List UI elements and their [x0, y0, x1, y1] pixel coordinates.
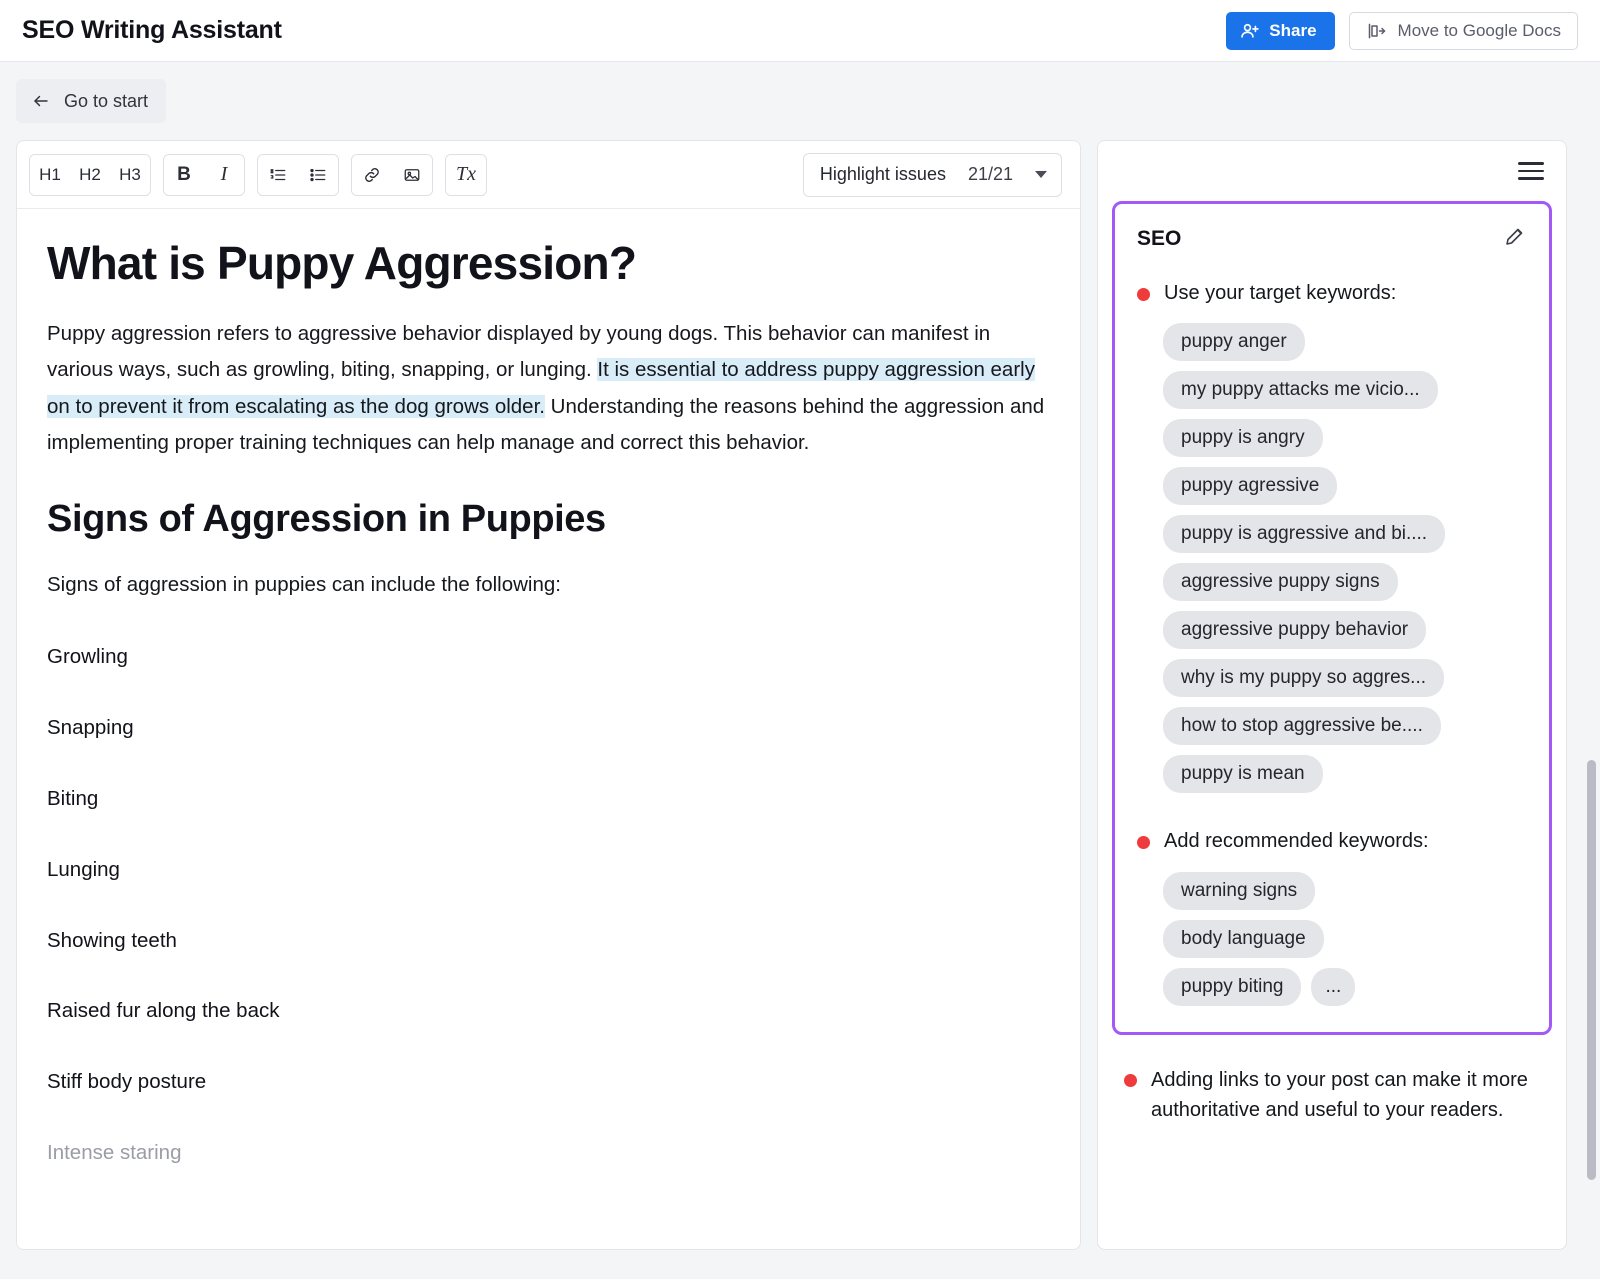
heading-1-button[interactable]	[30, 155, 70, 195]
keyword-chip[interactable]: puppy agressive	[1163, 467, 1337, 505]
status-dot-icon	[1137, 288, 1150, 301]
seo-recommendations-card	[1112, 201, 1552, 1035]
link-button[interactable]	[352, 155, 392, 195]
document-list-item: Raised fur along the back	[47, 999, 280, 1023]
document-list-item: Lunging	[47, 857, 120, 881]
seo-panel-header	[1098, 141, 1566, 201]
highlight-issues-count: 21/21	[967, 164, 1013, 184]
heading-2-button[interactable]	[70, 155, 110, 195]
image-icon	[402, 166, 422, 184]
document-body[interactable]	[17, 209, 1080, 1249]
seo-sidebar-panel	[1097, 140, 1567, 1250]
user-plus-icon	[1240, 21, 1260, 41]
keyword-chip-row	[1163, 968, 1355, 1006]
link-icon	[362, 165, 382, 185]
bullet-list-icon	[308, 166, 328, 184]
italic-button[interactable]	[204, 155, 244, 195]
pencil-icon[interactable]	[1503, 224, 1527, 253]
seo-card-title: SEO	[1137, 226, 1182, 250]
sub-bar	[0, 62, 1600, 140]
editor-toolbar	[17, 141, 1080, 209]
document-heading-1: What is Puppy Aggression?	[47, 237, 637, 289]
arrow-left-icon	[30, 92, 52, 110]
ordered-list-icon	[268, 166, 288, 184]
export-icon	[1366, 21, 1388, 41]
top-bar-actions	[1226, 12, 1578, 50]
recommended-keywords-label: Add recommended keywords:	[1164, 830, 1429, 853]
content-split	[0, 140, 1600, 1250]
clear-format-group	[445, 154, 487, 196]
paragraph-text-2: Understanding the reasons behind the aggression and implementing proper training techniques can help manage and correct this behavior.	[47, 394, 1045, 455]
document-list-item: Snapping	[47, 716, 134, 740]
highlighted-sentence: It is essential to address puppy aggression early on to prevent it from escalating as the dog grows older.	[47, 358, 1035, 418]
share-button[interactable]	[1226, 12, 1334, 50]
keyword-chip[interactable]: aggressive puppy signs	[1163, 563, 1398, 601]
page-title: SEO Writing Assistant	[22, 16, 282, 44]
target-keywords-bullet	[1137, 279, 1527, 307]
keyword-chip[interactable]: puppy is angry	[1163, 419, 1323, 457]
document-list-item: Showing teeth	[47, 928, 177, 952]
go-to-start-label: Go to start	[64, 90, 149, 111]
ordered-list-button[interactable]	[258, 155, 298, 195]
document-intro-line: Signs of aggression in puppies can include the following:	[47, 572, 561, 596]
highlight-issues-select[interactable]	[803, 153, 1062, 197]
keyword-chip[interactable]: how to stop aggressive be....	[1163, 707, 1441, 745]
editor-panel	[16, 140, 1081, 1250]
status-dot-icon	[1137, 836, 1150, 849]
heading-3-button[interactable]	[110, 155, 150, 195]
clear-formatting-button[interactable]	[446, 155, 486, 195]
share-button-label: Share	[1269, 20, 1317, 40]
more-keywords-button[interactable]: ...	[1311, 968, 1355, 1006]
move-to-google-docs-label: Move to Google Docs	[1397, 20, 1561, 40]
target-keywords-label: Use your target keywords:	[1164, 282, 1397, 304]
keyword-chip[interactable]: my puppy attacks me vicio...	[1163, 371, 1438, 409]
move-to-google-docs-button[interactable]	[1349, 12, 1578, 50]
bold-label: B	[177, 163, 191, 185]
keyword-chip[interactable]: puppy anger	[1163, 323, 1305, 361]
document-heading-2: Signs of Aggression in Puppies	[47, 497, 606, 540]
text-style-group	[163, 154, 245, 196]
h1-label: H1	[39, 164, 61, 184]
document-list-item: Intense staring	[47, 1140, 182, 1164]
keyword-chip[interactable]: body language	[1163, 920, 1324, 958]
highlight-issues-label: Highlight issues	[819, 164, 946, 184]
h3-label: H3	[119, 164, 141, 184]
chevron-down-icon	[1035, 171, 1047, 178]
keyword-chip[interactable]: why is my puppy so aggres...	[1163, 659, 1444, 697]
go-to-start-button[interactable]	[16, 79, 166, 123]
recommended-keyword-chips	[1163, 872, 1527, 1006]
h2-label: H2	[79, 164, 101, 184]
document-list-item: Growling	[47, 645, 128, 669]
heading-group	[29, 154, 151, 196]
keyword-chip[interactable]: warning signs	[1163, 872, 1315, 910]
bold-button[interactable]	[164, 155, 204, 195]
target-keyword-chips	[1163, 323, 1527, 793]
keyword-chip[interactable]: puppy is aggressive and bi....	[1163, 515, 1445, 553]
document-list-item: Stiff body posture	[47, 1070, 207, 1094]
list-group	[257, 154, 339, 196]
document-paragraph	[47, 316, 1050, 462]
top-bar	[0, 0, 1600, 62]
bullet-list-button[interactable]	[298, 155, 338, 195]
italic-label: I	[220, 163, 228, 185]
document-list-item: Biting	[47, 786, 99, 810]
links-tip-text: Adding links to your post can make it more authoritative and useful to your readers.	[1151, 1068, 1528, 1121]
seo-card-header	[1137, 224, 1527, 253]
page-scrollbar[interactable]	[1587, 760, 1596, 1180]
keyword-chip[interactable]: aggressive puppy behavior	[1163, 611, 1426, 649]
keyword-chip[interactable]: puppy is mean	[1163, 755, 1323, 793]
clear-format-label: Tx	[456, 163, 476, 185]
document-fade-overlay	[17, 1195, 1080, 1249]
keyword-chip[interactable]: puppy biting	[1163, 968, 1301, 1006]
recommended-keywords-bullet	[1137, 827, 1527, 855]
links-tip-row	[1098, 1035, 1566, 1125]
paragraph-text-1: Puppy aggression refers to aggressive behavior displayed by young dogs. This behavior can manifest in various ways, such as growling, biting, snapping, or lunging.	[47, 321, 991, 382]
hamburger-menu-icon[interactable]	[1518, 162, 1544, 180]
insert-group	[351, 154, 433, 196]
status-dot-icon	[1124, 1074, 1137, 1087]
image-button[interactable]	[392, 155, 432, 195]
